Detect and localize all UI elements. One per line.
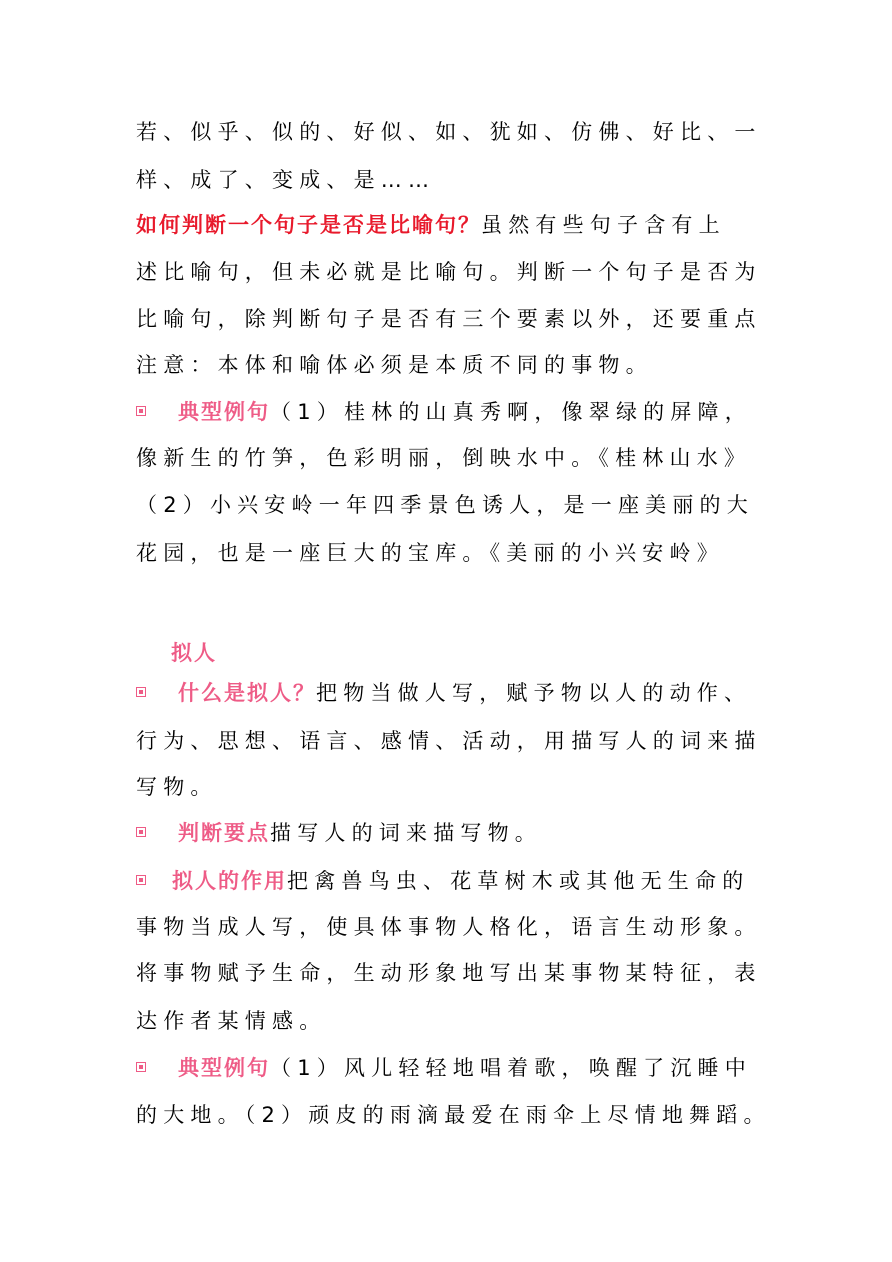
label-highlight: 拟人的作用 [172,869,287,893]
square-bullet-icon [136,406,146,416]
text-line: 典型例句（1）桂林的山真秀啊，像翠绿的屏障， [136,397,766,427]
text-line: 注意：本体和喻体必须是本质不同的事物。 [136,353,653,377]
text-line: 什么是拟人？把物当做人写，赋予物以人的动作、 [136,678,766,708]
text-line: 若、似乎、似的、好似、如、犹如、仿佛、好比、一 [136,120,762,144]
text-line: （2）小兴安岭一年四季景色诱人，是一座美丽的大 [136,493,754,517]
text-line: 比喻句，除判断句子是否有三个要素以外，还要重点 [136,307,762,331]
text-line: 写物。 [136,775,218,799]
text-line: 行为、思想、语言、感情、活动，用描写人的词来描 [136,729,762,753]
section-heading: 拟人 [171,641,217,665]
question-highlight: 如何判断一个句子是否是比喻句？ [136,213,481,237]
label-highlight: 典型例句 [178,400,270,424]
text-line: 将事物赋予生命，生动形象地写出某事物某特征，表 [136,961,762,985]
text-line: 花园，也是一座巨大的宝库。《美丽的小兴安岭》 [136,541,724,565]
text-line: 达作者某情感。 [136,1009,327,1033]
text-line: 的大地。（2）顽皮的雨滴最爱在雨伞上尽情地舞蹈。 [136,1103,771,1127]
square-bullet-icon [136,875,146,885]
text-line: 典型例句（1）风儿轻轻地唱着歌，唤醒了沉睡中 [136,1053,766,1083]
text-line: 样、成了、变成、是…… [136,168,436,192]
label-highlight: 什么是拟人？ [178,681,316,705]
text-line: 像新生的竹笋，色彩明丽，倒映水中。《桂林山水》 [136,446,752,470]
text-line: 拟人的作用把禽兽鸟虫、花草树木或其他无生命的 [136,866,766,896]
square-bullet-icon [136,827,146,837]
text-line: 判断要点描写人的词来描写物。 [136,818,766,848]
label-highlight: 典型例句 [178,1056,270,1080]
text-line: 如何判断一个句子是否是比喻句？虽然有些句子含有上 [136,213,726,237]
square-bullet-icon [136,1062,146,1072]
text-line: 述比喻句，但未必就是比喻句。判断一个句子是否为 [136,260,762,284]
square-bullet-icon [136,687,146,697]
label-highlight: 判断要点 [178,821,270,845]
text-line: 事物当成人写，使具体事物人格化，语言生动形象。 [136,915,762,939]
